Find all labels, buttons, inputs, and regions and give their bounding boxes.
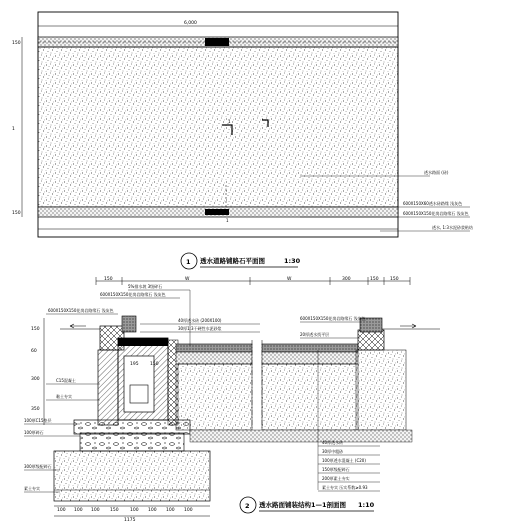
plan-section-label-bottom: 1 <box>226 218 229 223</box>
plan-bottom-drain-slot <box>205 209 229 215</box>
sec-bottom-dim-2: 100 <box>74 508 83 513</box>
plan-label-bottom: 透水, 1:3水泥砂浆粘结 <box>432 225 473 230</box>
sec-right-base <box>356 350 406 430</box>
sec-top-dim-1: 150 <box>104 277 113 282</box>
sec-label-right-2: 20厚透水找平层 <box>300 332 330 337</box>
sec-stack-label-2: 30厚中粗砂 <box>322 449 344 454</box>
sec-label-left-7: 素土夯实 <box>24 486 40 491</box>
sec-label-top-3: 40厚透水砖 (200X100) <box>178 318 222 323</box>
sec-label-right-1: 600X150X150花岗岩路缘石 浅灰色 <box>300 316 366 321</box>
plan-title-index: 1 <box>186 258 191 266</box>
sec-drain-grate <box>118 338 168 346</box>
sec-left-curb-cap <box>122 316 136 332</box>
sec-bottom-dim-4: 150 <box>110 508 119 513</box>
sec-top-dim-4: 300 <box>342 277 351 282</box>
sec-drain-label: 150 <box>150 362 159 367</box>
sec-label-left-3: 黏土夯实 <box>56 394 72 399</box>
sec-left-dim-3: 300 <box>31 377 40 382</box>
sec-slope-arrow-right <box>400 324 416 328</box>
sec-bottom-dim-6: 100 <box>148 508 157 513</box>
section-view <box>24 276 440 522</box>
sec-label-left-6: 300厚级配碎石 <box>24 464 52 469</box>
sec-left-dim-4: 350 <box>31 407 40 412</box>
plan-label-main: 透水路面 (砖) <box>424 170 449 175</box>
sec-ground-fill <box>190 430 412 442</box>
sec-top-dim-3: W <box>287 277 292 282</box>
sec-stack-label-3: 100厚透水混凝土 (C20) <box>322 458 366 463</box>
sec-label-left-5: 100厚碎石 <box>24 430 44 435</box>
sec-label-left-1: 600X150X150花岗岩路缘石 浅灰色 <box>48 308 114 313</box>
sec-title: 透水路面铺装结构1—1剖面图 <box>259 501 347 509</box>
sec-stack-label-1: 40厚透水砖 <box>322 440 344 445</box>
sec-label-top-1: 5%排水坡 3级碎石 <box>128 284 163 289</box>
sec-paving-base-right <box>262 364 358 430</box>
sec-footing-pad <box>80 433 184 451</box>
sec-label-left-4: 100厚C15垫层 <box>24 418 52 423</box>
sec-stack-label-5: 200厚素土夯实 <box>322 476 350 481</box>
sec-label-top-2: 600X150X150花岗岩路缘石 浅灰色 <box>100 292 166 297</box>
sec-paving-top-right <box>262 344 358 352</box>
sec-title-scale: 1:10 <box>358 501 375 509</box>
sec-bottom-dim-8: 100 <box>184 508 193 513</box>
plan-title: 透水道路铺路石平面图 <box>200 257 265 265</box>
plan-view <box>12 12 473 269</box>
sec-left-dim-1: 150 <box>31 327 40 332</box>
plan-top-drain-slot <box>205 38 229 46</box>
sec-bottom-dim-5: 100 <box>130 508 139 513</box>
sec-left-dim-2: 60 <box>31 349 37 354</box>
sec-top-dim-2: W <box>185 277 190 282</box>
plan-label-band1: 600X150X60透水砖路缘 浅灰色 <box>403 201 463 206</box>
sec-drain-width: 195 <box>130 362 139 367</box>
sec-subgrade <box>54 451 210 501</box>
plan-section-label-top: 1 <box>228 119 231 124</box>
sec-label-top-4: 30厚1:3干硬性水泥砂浆 <box>178 326 222 331</box>
sec-footing <box>74 420 190 434</box>
plan-left-dim-2: 1 <box>12 127 15 132</box>
sec-title-index: 2 <box>245 502 250 510</box>
sec-top-dim-5: 150 <box>370 277 379 282</box>
sec-top-dim-6: 150 <box>390 277 399 282</box>
sec-bottom-total: 1175 <box>124 518 136 522</box>
plan-title-scale: 1:30 <box>284 257 301 265</box>
sec-left-wall <box>98 350 118 425</box>
sec-bottom-dim-1: 100 <box>57 508 66 513</box>
sec-slope-arrow-left <box>70 324 86 328</box>
plan-label-band2: 600X150X150花岗岩路缘石 浅灰色 <box>403 211 469 216</box>
sec-label-left-2: C15混凝土 <box>56 378 76 383</box>
plan-left-dim-1: 150 <box>12 41 21 46</box>
sec-stack-label-4: 150厚级配碎石 <box>322 467 350 472</box>
plan-top-dim-text: 6,000 <box>184 21 197 26</box>
sec-paving-bed-left <box>176 352 252 364</box>
plan-paving-area <box>38 47 398 207</box>
sec-stack-label-6: 素土夯实 压实系数≥0.93 <box>322 485 368 490</box>
sec-right-curb <box>358 330 384 350</box>
sec-paving-top-left <box>176 344 252 352</box>
plan-left-dim-3: 150 <box>12 211 21 216</box>
sec-paving-bed-right <box>262 352 358 364</box>
sec-bottom-dim-7: 100 <box>166 508 175 513</box>
sec-bottom-dim-3: 100 <box>91 508 100 513</box>
